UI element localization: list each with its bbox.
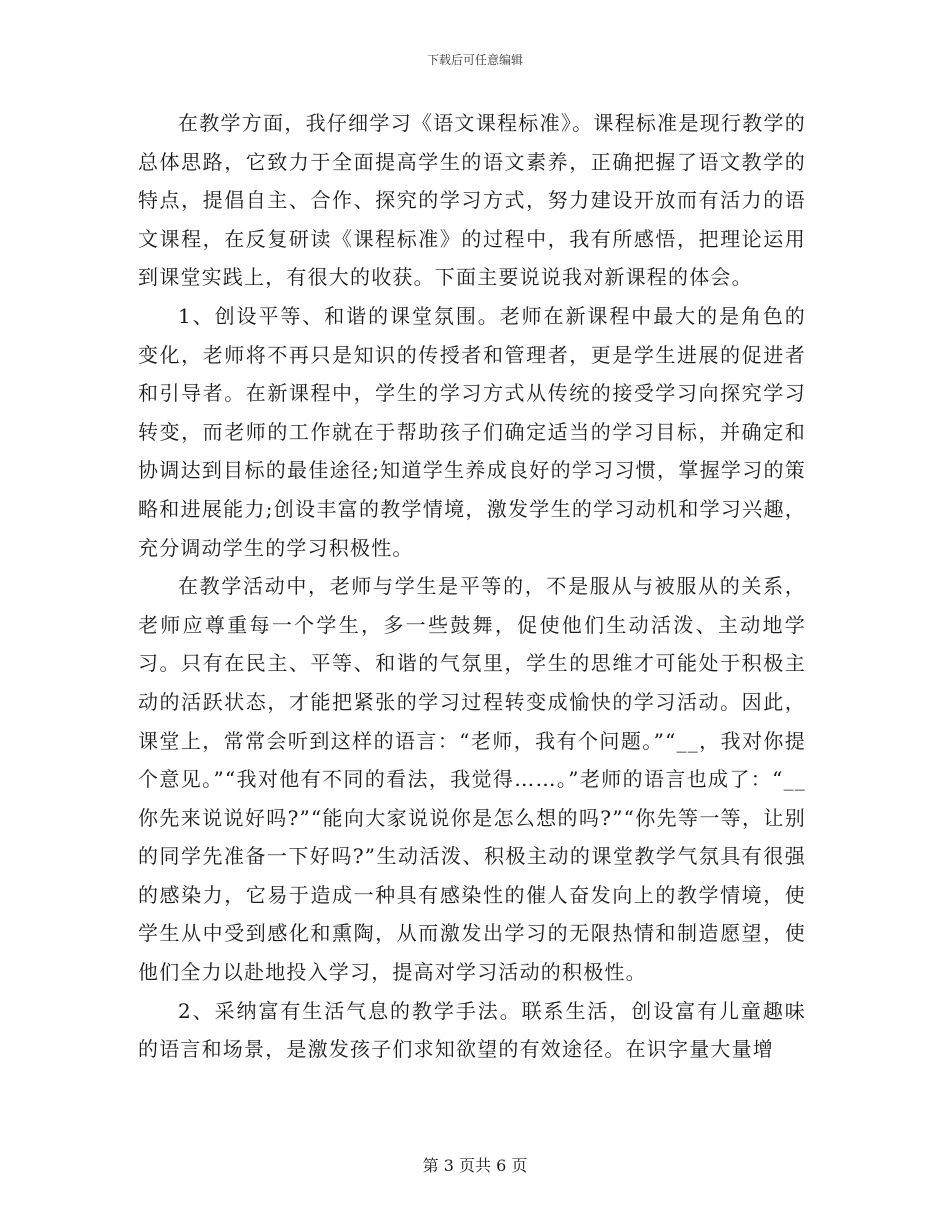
page-footer: 第 3 页共 6 页 xyxy=(422,1156,528,1175)
paragraph-classroom-atmosphere: 1、创设平等、和谐的课堂氛围。老师在新课程中最大的是角色的变化，老师将不再只是知识的传授者和管理者，更是学生进展的促进者和引导者。在新课程中，学生的学习方式从传统的接受学习向探究学习转变，而老师的工作就在于帮助孩子们确定适当的学习目标，并确定和协调达到目标的最佳途径;知道学生养成良好的学习习惯，掌握学习的策略和进展能力;创设丰富的教学情境，激发学生的学习动机和学习兴趣，充分调动学生的学习积极性。 xyxy=(138,303,806,560)
paragraph-equal-teaching: 在教学活动中，老师与学生是平等的，不是服从与被服从的关系，老师应尊重每一个学生，多一些鼓舞，促使他们生动活泼、主动地学习。只有在民主、平等、和谐的气氛里，学生的思维才可能处于积极主动的活跃状态，才能把紧张的学习过程转变成愉快的学习活动。因此，课堂上，常常会听到这样的语言：“老师，我有个问题。”“__，我对你提个意见。”“我对他有不同的看法，我觉得……。”老师的语言也成了：“__你先来说说好吗?”“能向大家说说你是怎么想的吗?”“你先等一等，让别的同学先准备一下好吗?”生动活泼、积极主动的课堂教学气氛具有很强的感染力，它易于造成一种具有感染性的催人奋发向上的教学情境，使学生从中受到感化和熏陶，从而激发出学习的无限热情和制造愿望，使他们全力以赴地投入学习，提高对学习活动的积极性。 xyxy=(138,574,806,985)
paragraph-teaching-standards: 在教学方面，我仔细学习《语文课程标准》。课程标准是现行教学的总体思路，它致力于全面提高学生的语文素养，正确把握了语文教学的特点，提倡自主、合作、探究的学习方式，努力建设开放而有活力的语文课程，在反复研读《课程标准》的过程中，我有所感悟，把理论运用到课堂实践上，有很大的收获。下面主要说说我对新课程的体会。 xyxy=(138,111,806,290)
document-body xyxy=(138,104,806,1069)
paragraph-life-methods: 2、采纳富有生活气息的教学手法。联系生活，创设富有儿童趣味的语言和场景，是激发孩子们求知欲望的有效途径。在识字量大量增 xyxy=(138,998,806,1062)
page-header: 下载后可任意编辑 xyxy=(426,53,523,67)
